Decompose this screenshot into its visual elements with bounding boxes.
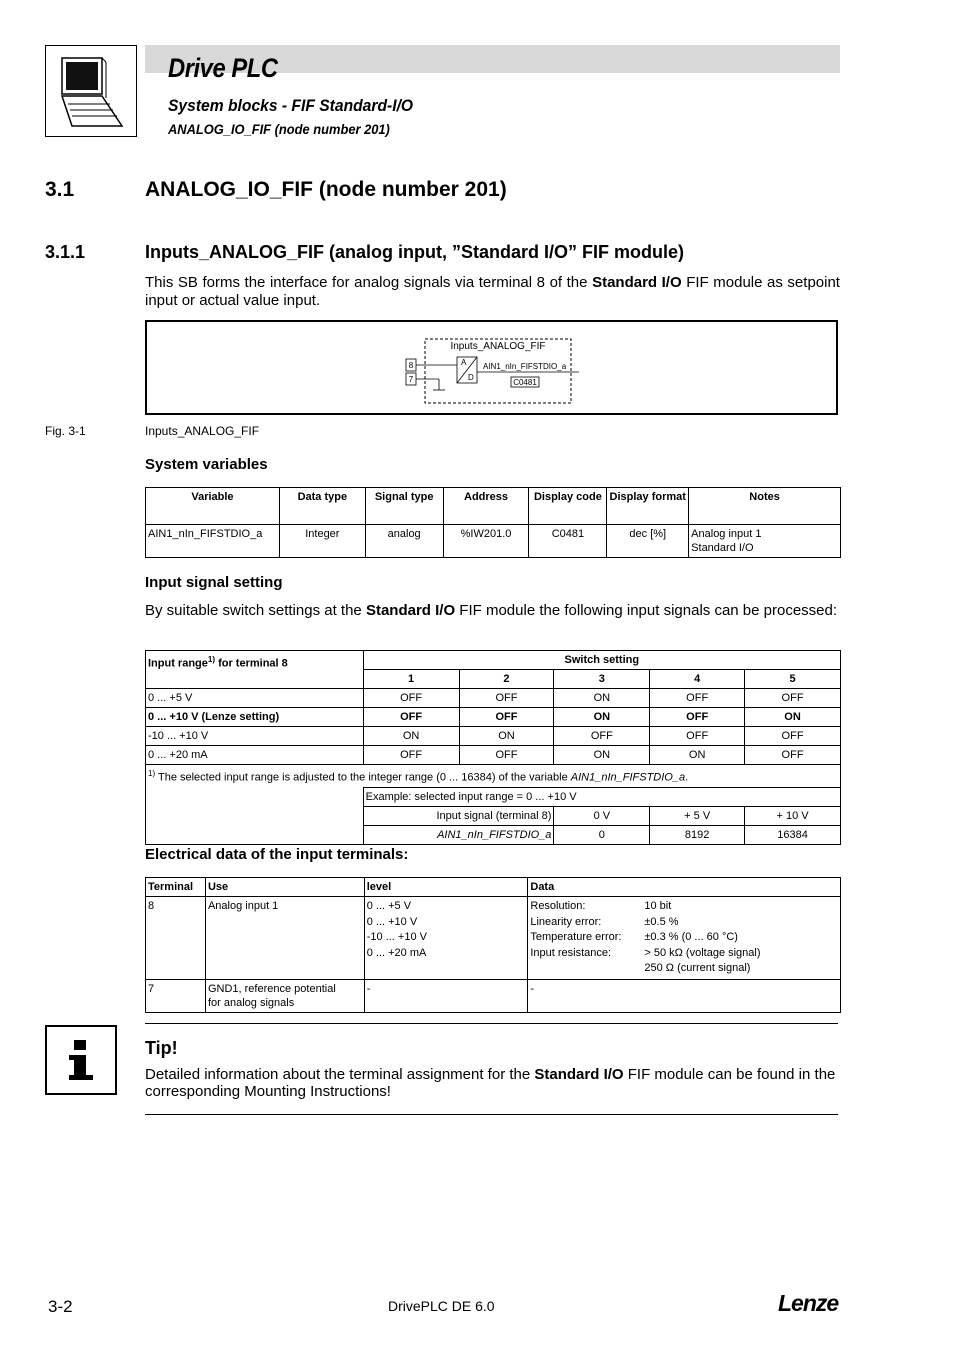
code-label: C0481 — [513, 378, 537, 387]
switch-4-header: 4 — [650, 670, 745, 689]
system-variables-heading: System variables — [145, 456, 268, 473]
col-signal-type: Signal type — [365, 488, 443, 525]
col-terminal: Terminal — [146, 878, 206, 897]
switch-setting-table — [145, 650, 841, 845]
cell-address: %IW201.0 — [443, 525, 529, 558]
switch-cell: OFF — [745, 689, 841, 708]
section-running-title: ANALOG_IO_FIF (node number 201) — [168, 121, 390, 137]
switch-cell: ON — [554, 689, 650, 708]
terminal-8-label: 8 — [408, 361, 414, 370]
manual-logo-icon — [45, 45, 137, 137]
cell-display-code: C0481 — [529, 525, 607, 558]
intro-paragraph: This SB forms the interface for analog signals via terminal 8 of the Standard I/O FIF module as setpoint input or actual value input. — [145, 274, 840, 309]
terminal-cell: 7 — [146, 979, 206, 1012]
table-row — [146, 708, 841, 727]
example-cell: + 10 V — [745, 806, 841, 825]
switch-cell: OFF — [650, 689, 745, 708]
use-cell: Analog input 1 — [205, 897, 364, 980]
switch-cell: ON — [745, 708, 841, 727]
switch-setting-header: Switch setting — [363, 651, 840, 670]
range-cell: 0 ... +20 mA — [146, 746, 364, 765]
range-cell: 0 ... +10 V (Lenze setting) — [146, 708, 364, 727]
footnote-spacer — [146, 787, 364, 844]
input-signal-paragraph: By suitable switch settings at the Standard I/O FIF module the following input signals can be processed: — [145, 602, 838, 619]
range-cell: -10 ... +10 V — [146, 727, 364, 746]
electrical-data-table — [145, 877, 841, 1013]
example-cell: + 5 V — [650, 806, 745, 825]
level-cell: 0 ... +5 V 0 ... +10 V -10 ... +10 V 0 ... +20 mA — [364, 897, 528, 980]
tip-bottom-rule — [145, 1114, 838, 1115]
switch-3-header: 3 — [554, 670, 650, 689]
table-row — [146, 727, 841, 746]
col-use: Use — [205, 878, 364, 897]
switch-cell: OFF — [745, 727, 841, 746]
col-display-format: Display format — [607, 488, 689, 525]
switch-5-header: 5 — [745, 670, 841, 689]
example-cell: 0 V — [554, 806, 650, 825]
example-cell: 8192 — [650, 825, 745, 844]
footnote: $^{1)}$ The selected input range is adjusted to the integer range (0 ... 16384) of the variable AIN1_nIn_FIFSTDIO_a. — [146, 765, 841, 788]
terminal-cell: 8 — [146, 897, 206, 980]
cell-notes: Analog input 1 Standard I/O — [689, 525, 841, 558]
subsection-heading: Inputs_ANALOG_FIF (analog input, ”Standard I/O” FIF module) — [145, 242, 684, 262]
tip-top-rule — [145, 1023, 838, 1024]
col-display-code: Display code — [529, 488, 607, 525]
switch-1-header: 1 — [363, 670, 459, 689]
document-id: DrivePLC DE 6.0 — [388, 1298, 495, 1314]
example-row-label: Input signal (terminal 8) — [363, 806, 554, 825]
switch-cell: OFF — [363, 689, 459, 708]
col-data-type: Data type — [279, 488, 365, 525]
switch-cell: ON — [363, 727, 459, 746]
table-row — [146, 746, 841, 765]
level-cell: - — [364, 979, 528, 1012]
switch-cell: ON — [650, 746, 745, 765]
table-row — [146, 525, 841, 558]
example-cell: 16384 — [745, 825, 841, 844]
switch-cell: OFF — [459, 746, 554, 765]
use-cell: GND1, reference potential for analog signals — [205, 979, 364, 1012]
function-block-diagram — [147, 322, 836, 413]
function-block-figure — [145, 320, 838, 415]
section-heading: ANALOG_IO_FIF (node number 201) — [145, 178, 507, 201]
block-title: Inputs_ANALOG_FIF — [450, 341, 546, 352]
example-cell: 0 — [554, 825, 650, 844]
switch-cell: OFF — [650, 708, 745, 727]
electrical-data-heading: Electrical data of the input terminals: — [145, 846, 409, 863]
example-label: Example: selected input range = 0 ... +10 V — [363, 787, 840, 806]
switch-cell: OFF — [363, 746, 459, 765]
tip-text: Detailed information about the terminal assignment for the Standard I/O FIF module can be found in the corresponding Mounting Instructions! — [145, 1066, 836, 1100]
switch-cell: ON — [459, 727, 554, 746]
switch-cell: ON — [554, 708, 650, 727]
table-row — [146, 979, 841, 1012]
input-signal-setting-heading: Input signal setting — [145, 574, 283, 591]
example-row-label: AIN1_nIn_FIFSTDIO_a — [363, 825, 554, 844]
tip-heading: Tip! — [145, 1038, 178, 1058]
switch-cell: OFF — [459, 689, 554, 708]
figure-caption: Inputs_ANALOG_FIF — [145, 424, 260, 438]
cell-signal-type: analog — [365, 525, 443, 558]
signal-name: AIN1_nIn_FIFSTDIO_a — [483, 362, 567, 371]
converter-d-label: D — [468, 373, 474, 382]
converter-a-label: A — [461, 358, 467, 367]
terminal-7-label: 7 — [408, 375, 414, 384]
table-row — [146, 689, 841, 708]
col-variable: Variable — [146, 488, 280, 525]
cell-variable: AIN1_nIn_FIFSTDIO_a — [146, 525, 280, 558]
range-cell: 0 ... +5 V — [146, 689, 364, 708]
col-notes: Notes — [689, 488, 841, 525]
switch-cell: OFF — [363, 708, 459, 727]
table-row — [146, 897, 841, 980]
chapter-title: System blocks - FIF Standard-I/O — [168, 96, 414, 115]
input-range-header: Input range$^{1)}$ for terminal 8 — [146, 651, 364, 689]
figure-label: Fig. 3-1 — [45, 424, 86, 438]
data-cell: - — [528, 979, 841, 1012]
col-address: Address — [443, 488, 529, 525]
cell-data-type: Integer — [279, 525, 365, 558]
section-number: 3.1 — [45, 178, 75, 201]
info-icon — [45, 1025, 117, 1095]
col-data: Data — [528, 878, 841, 897]
data-cell: Resolution: 10 bit Linearity error: ±0.5 % Temperature error: ±0.3 % (0 ... 60 °C) Input resistance: > 50 kΩ (voltage signal) 250 Ω (current signal) — [528, 897, 841, 980]
system-variables-table — [145, 487, 841, 558]
switch-cell: OFF — [650, 727, 745, 746]
subsection-number: 3.1.1 — [45, 242, 86, 262]
switch-cell: ON — [554, 746, 650, 765]
col-level: level — [364, 878, 528, 897]
page-number: 3-2 — [48, 1297, 73, 1316]
brand-logo: Lenze — [778, 1290, 839, 1316]
switch-2-header: 2 — [459, 670, 554, 689]
switch-cell: OFF — [745, 746, 841, 765]
document-title: Drive PLC — [168, 53, 278, 83]
switch-cell: OFF — [554, 727, 650, 746]
switch-cell: OFF — [459, 708, 554, 727]
cell-display-format: dec [%] — [607, 525, 689, 558]
